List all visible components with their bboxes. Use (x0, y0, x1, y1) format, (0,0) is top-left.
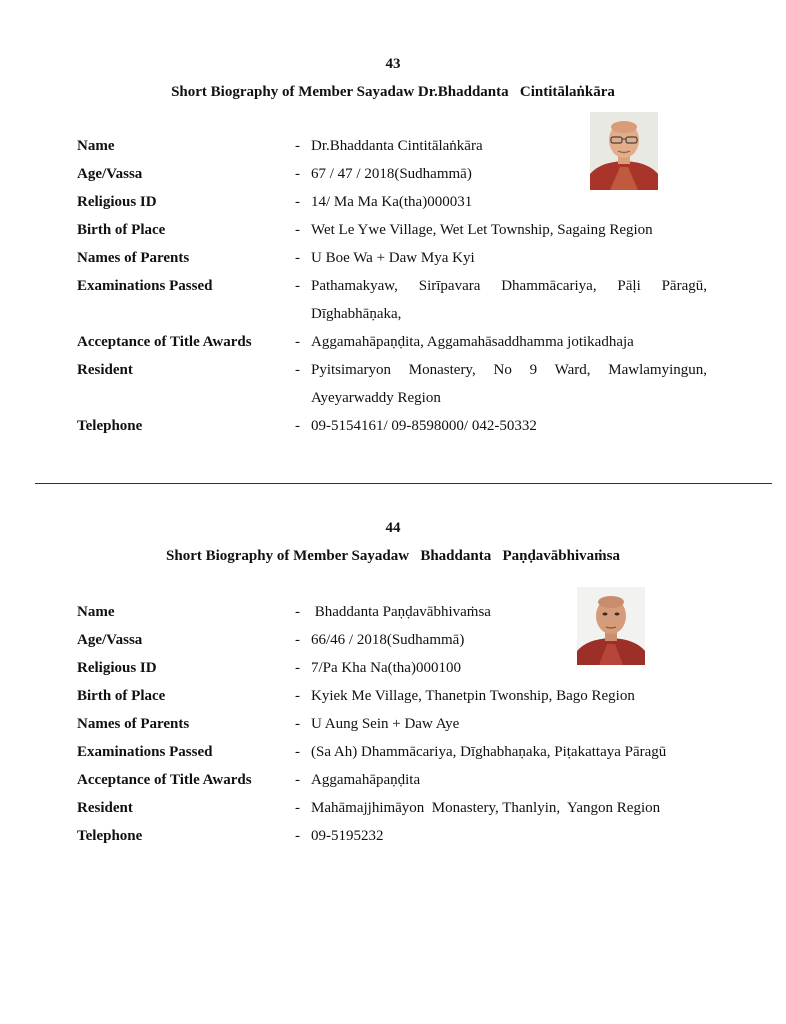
row-dash: - (295, 418, 300, 434)
row-dash: - (295, 222, 300, 238)
row-value: U Aung Sein + Daw Aye (311, 716, 460, 732)
row-dash: - (295, 138, 300, 154)
detail-row-title-awards (77, 331, 717, 359)
detail-row-name (77, 135, 717, 163)
detail-row-title-awards (77, 769, 717, 797)
row-dash: - (295, 744, 300, 760)
row-label: Age/Vassa (77, 632, 143, 648)
biography-title: Short Biography of Member Sayadaw Dr.Bhaddanta Cintitālaṅkāra (171, 84, 615, 100)
row-dash: - (295, 166, 300, 182)
detail-row-telephone (77, 825, 717, 853)
row-value: Dr.Bhaddanta Cintitālaṅkāra (311, 138, 483, 154)
row-dash: - (295, 800, 300, 816)
detail-row-resident (77, 359, 717, 415)
row-value: Mahāmajjhimāyon Monastery, Thanlyin, Yangon Region (311, 800, 661, 816)
row-dash: - (295, 828, 300, 844)
row-dash: - (295, 688, 300, 704)
row-label: Names of Parents (77, 250, 190, 266)
row-label: Religious ID (77, 660, 157, 676)
detail-row-parents (77, 247, 717, 275)
row-dash: - (295, 632, 300, 648)
biography-details (77, 601, 717, 853)
row-label: Birth of Place (77, 222, 166, 238)
row-label: Names of Parents (77, 716, 190, 732)
detail-row-religious-id (77, 191, 717, 219)
row-value: 7/Pa Kha Na(tha)000100 (311, 660, 461, 676)
row-label: Examinations Passed (77, 744, 213, 760)
row-value: Wet Le Ywe Village, Wet Let Township, Sagaing Region (311, 222, 653, 238)
biography-title: Short Biography of Member Sayadaw Bhaddanta Paṇḍavābhivaṁsa (166, 548, 620, 564)
detail-row-telephone (77, 415, 717, 443)
row-dash: - (295, 660, 300, 676)
detail-row-examinations (77, 275, 717, 331)
row-label: Resident (77, 800, 133, 816)
row-label: Examinations Passed (77, 278, 213, 294)
row-value: Aggamahāpaṇḍita, Aggamahāsaddhamma jotikadhaja (311, 334, 634, 350)
row-dash: - (295, 334, 300, 350)
row-value: Pathamakyaw, Sirīpavara Dhammācariya, Pāḷi Pāragū, Dīghabhāṇaka, (311, 278, 707, 322)
row-value: Bhaddanta Paṇḍavābhivaṁsa (311, 604, 491, 620)
row-value: (Sa Ah) Dhammācariya, Dīghabhaṇaka, Piṭakattaya Pāragū (311, 744, 667, 760)
row-value: 09-5195232 (311, 828, 384, 844)
row-dash: - (295, 604, 300, 620)
row-label: Resident (77, 362, 133, 378)
detail-row-examinations (77, 741, 717, 769)
row-dash: - (295, 278, 300, 294)
row-dash: - (295, 716, 300, 732)
detail-row-birth-place (77, 219, 717, 247)
detail-row-parents (77, 713, 717, 741)
row-dash: - (295, 772, 300, 788)
row-value: Pyitsimaryon Monastery, No 9 Ward, Mawlamyingun, Ayeyarwaddy Region (311, 362, 707, 406)
row-label: Religious ID (77, 194, 157, 210)
detail-row-age-vassa (77, 629, 717, 657)
row-label: Telephone (77, 828, 143, 844)
biography-details (77, 135, 717, 443)
row-label: Acceptance of Title Awards (77, 772, 252, 788)
row-value: U Boe Wa + Daw Mya Kyi (311, 250, 475, 266)
detail-row-resident (77, 797, 717, 825)
section-divider (35, 483, 772, 484)
row-value: Aggamahāpaṇḍita (311, 772, 421, 788)
row-label: Acceptance of Title Awards (77, 334, 252, 350)
row-label: Birth of Place (77, 688, 166, 704)
row-label: Name (77, 138, 115, 154)
row-dash: - (295, 362, 300, 378)
row-label: Name (77, 604, 115, 620)
row-dash: - (295, 194, 300, 210)
detail-row-age-vassa (77, 163, 717, 191)
detail-row-name (77, 601, 717, 629)
page-number: 44 (385, 520, 401, 536)
row-value: Kyiek Me Village, Thanetpin Twonship, Bago Region (311, 688, 635, 704)
row-value: 67 / 47 / 2018(Sudhammā) (311, 166, 472, 182)
row-value: 66/46 / 2018(Sudhammā) (311, 632, 465, 648)
row-value: 09-5154161/ 09-8598000/ 042-50332 (311, 418, 537, 434)
detail-row-birth-place (77, 685, 717, 713)
detail-row-religious-id (77, 657, 717, 685)
row-label: Age/Vassa (77, 166, 143, 182)
page-number: 43 (385, 56, 401, 72)
row-value: 14/ Ma Ma Ka(tha)000031 (311, 194, 473, 210)
row-dash: - (295, 250, 300, 266)
row-label: Telephone (77, 418, 143, 434)
